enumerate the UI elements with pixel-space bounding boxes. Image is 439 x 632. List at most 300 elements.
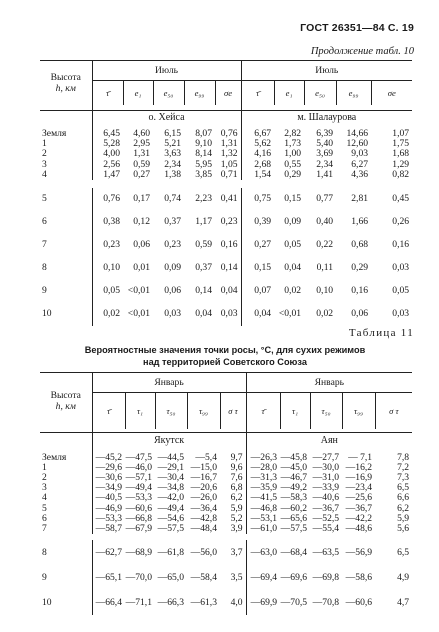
table-cell: 4,36 [351,169,369,180]
table-cell: 6,45 [92,129,123,139]
column-header: e₅₀ [304,81,336,106]
table-row [40,139,412,149]
table2-caption: Вероятностные значения точки росы, °С, для сухих режимов над территорией Советского Союза [84,345,366,367]
table-cell: 1,54 [241,170,274,180]
table-row [40,280,412,303]
table-cell: 0,01 [133,262,150,274]
table-cell: 0,74 [164,193,181,205]
table-cell: <0,01 [278,308,302,320]
table-cell: 7,2 [397,462,410,473]
table-cell: —66,8 [125,513,152,524]
column-header: τ₁ [125,393,155,429]
table-cell: —62,7 [92,540,125,565]
table-cell: 0,29 [351,262,369,274]
table-cell: 3,63 [164,149,181,160]
table-cell: —45,2 [92,453,125,463]
height-label: 3 [42,159,47,170]
table-cell: 0,04 [241,303,274,326]
table-cell: 0,03 [220,308,238,320]
table-cell: 6,27 [351,159,369,170]
table-row [40,483,412,493]
height-label: 5 [42,193,47,205]
table-cell: 0,04 [220,285,238,297]
table-cell: 0,59 [195,239,212,251]
height-label: 6 [42,216,47,228]
table-cell: 5,6 [397,523,410,534]
table-cell: 1,41 [316,169,334,180]
table-cell: 9,10 [195,139,212,150]
height-label: 6 [42,513,47,524]
continuation-label: Продолжение табл. 10 [310,46,414,57]
table-cell: 2,68 [241,160,274,170]
table1-body [40,129,412,326]
table-cell: 0,29 [284,169,302,180]
table-cell: —65,1 [92,565,125,590]
table-cell: 9,6 [230,462,243,473]
table-cell: 0,15 [284,193,302,205]
column-header: e₅₀ [153,81,184,106]
table-cell: 0,77 [316,193,334,205]
table-row [40,590,412,615]
table-cell: —40,5 [92,493,125,503]
table-cell: 0,14 [195,285,212,297]
table-cell: 0,16 [351,285,369,297]
table-cell: —53,3 [125,493,152,504]
table-cell: —58,6 [345,571,373,583]
table-cell: 7,6 [230,472,243,483]
table-row [40,540,412,565]
table-row [40,211,412,234]
table-cell: 0,37 [195,262,212,274]
standard-number: ГОСТ 26351—84 С. 19 [300,22,414,34]
table-row [40,188,412,211]
height-label: 9 [42,571,47,583]
table-cell: 0,16 [220,239,238,251]
table-cell: 0,76 [220,129,238,139]
table-cell: 0,06 [133,239,150,251]
table-cell: —30,0 [312,462,340,473]
table-cell: 0,02 [316,308,334,320]
table-cell: 0,75 [241,188,274,211]
table-cell: —56,0 [190,546,217,558]
table-row [40,129,412,139]
height-label: 5 [42,503,47,514]
table-cell: —49,4 [157,503,184,514]
sub-header-row [40,393,412,429]
table-cell: 0,05 [284,239,302,251]
table-cell: —56,9 [345,546,373,558]
table-cell: —36,7 [312,503,340,514]
table-cell: —52,5 [312,513,340,524]
table-cell: 5,2 [230,513,243,524]
height-label: 4 [42,169,47,180]
height-label: 1 [42,139,47,150]
table-cell: 9,03 [351,149,369,160]
table-cell: 5,28 [92,139,123,149]
table-cell: 0,11 [316,262,334,274]
height-label: 3 [42,483,47,494]
table-cell: —69,4 [246,565,280,590]
table2-title: Таблица 11 [348,327,414,339]
table-cell: —58,7 [92,524,125,534]
table-cell: —65,6 [280,513,308,524]
table-cell: 4,00 [92,149,123,159]
table-cell: 5,40 [316,139,334,150]
table-row [40,524,412,534]
column-header: σ τ [220,393,246,429]
table-row [40,514,412,524]
month-header-left: Январь [92,373,246,393]
table-cell: 0,37 [164,216,181,228]
table-cell: —66,4 [92,590,125,615]
table-cell: 2,82 [284,129,302,139]
table-cell: 6,6 [397,493,410,504]
table-cell: 2,34 [316,159,334,170]
column-header: τ₅₀ [155,393,187,429]
table-cell: —68,4 [280,546,308,558]
table-cell: 0,06 [351,308,369,320]
table-cell: —34,8 [157,483,184,494]
table-cell: —30,6 [92,473,125,483]
table-cell: 0,03 [164,308,181,320]
table-cell: —46,0 [125,462,152,473]
table2-body [40,453,412,616]
table-cell: 0,26 [392,216,410,228]
table-cell: —48,4 [190,523,217,534]
table-cell: 3,7 [230,546,243,558]
table-cell: —28,0 [246,463,280,473]
column-header: τ₅₀ [310,393,342,429]
column-header: τ̄ [241,81,274,106]
table-cell: —61,3 [190,596,217,608]
height-label: 10 [42,596,52,608]
table-cell: —35,9 [246,483,280,493]
table-cell: —60,6 [345,596,373,608]
table-cell: 1,38 [164,169,181,180]
table-cell: 2,56 [92,160,123,170]
table-cell: —54,6 [157,513,184,524]
height-label: 9 [42,285,47,297]
table-cell: 0,71 [220,169,238,180]
table-row [40,170,412,180]
table-cell: 7,8 [397,452,410,463]
table-cell: 8,07 [195,129,212,139]
height-label: 2 [42,472,47,483]
column-header: σe [215,81,241,106]
table-cell: 0,15 [241,257,274,280]
table-cell: 9,7 [230,452,243,463]
height-column-header: Высота h, км [50,72,81,94]
table-cell: 5,21 [164,139,181,150]
table-cell: 0,16 [392,239,410,251]
table-cell: —44,5 [157,452,184,463]
height-label: 8 [42,546,47,558]
table-cell: 6,2 [397,503,410,514]
height-label: 7 [42,523,47,534]
table-cell: —15,0 [190,462,217,473]
table-cell: 2,23 [195,193,212,205]
column-header: σe [371,81,412,106]
table-row [40,493,412,503]
table-cell: —47,5 [125,452,152,463]
table-cell: —66,3 [157,596,184,608]
table-cell: 4,7 [397,596,410,608]
table-cell: 1,75 [392,139,410,150]
table-cell: 1,31 [133,149,150,160]
table-row [40,504,412,514]
table-cell: —16,7 [190,472,217,483]
table-cell: 1,31 [220,139,238,150]
table-cell: —46,8 [246,504,280,514]
height-label: Земля [42,129,67,139]
table-cell: 0,59 [133,159,150,170]
table-cell: —58,4 [190,571,217,583]
table-cell: —68,9 [125,546,152,558]
column-header: τ₁ [280,393,310,429]
table-cell: —26,3 [246,453,280,463]
table-cell: 0,23 [164,239,181,251]
table-cell: 0,10 [92,257,123,280]
table-row [40,160,412,170]
table-cell: —71,1 [125,596,152,608]
table-cell: 1,66 [351,216,369,228]
table-cell: 0,27 [133,169,150,180]
table-cell: —57,1 [125,472,152,483]
height-label: Земля [42,452,67,463]
month-header-left: Июль [92,61,241,81]
table-cell: —53,3 [92,514,125,524]
table-cell: 0,06 [164,285,181,297]
table-row [40,303,412,326]
table-cell: 0,82 [392,169,410,180]
table-cell: 0,23 [92,234,123,257]
table-cell: 0,38 [92,211,123,234]
table-cell: —31,0 [312,472,340,483]
table-cell: 6,2 [230,493,243,504]
table-cell: 0,12 [133,216,150,228]
table-cell: 0,45 [392,193,410,205]
table-cell: 0,10 [316,285,334,297]
table-cell: —16,9 [345,472,373,483]
table-cell: —61,8 [157,546,184,558]
height-label: 10 [42,308,52,320]
table-cell: 6,39 [316,129,334,139]
table-cell: —46,7 [280,472,308,483]
station-ayan: Аян [246,429,412,453]
table-cell: —46,9 [92,504,125,514]
column-header: τ₉₉ [187,393,220,429]
table-cell: 0,04 [195,308,212,320]
table-cell: —49,2 [280,483,308,494]
table-cell: —36,4 [190,503,217,514]
table-cell: —23,4 [345,483,373,494]
table-cell: 0,27 [241,234,274,257]
table-cell: 0,03 [392,308,410,320]
table-row [40,257,412,280]
table-cell: 0,39 [241,211,274,234]
table-cell: —49,4 [125,483,152,494]
table-cell: —63,0 [246,540,280,565]
table-cell: 0,76 [92,188,123,211]
table-row [40,453,412,463]
table-cell: —42,0 [157,493,184,504]
table-cell: 0,55 [284,159,302,170]
table-cell: 4,0 [230,596,243,608]
table-cell: 0,02 [284,285,302,297]
table-cell: —70,0 [125,571,152,583]
table-cell: —45,8 [280,452,308,463]
table-cell: 0,05 [392,285,410,297]
table-cell: —45,0 [280,462,308,473]
table-cell: —29,6 [92,463,125,473]
height-label: 2 [42,149,47,160]
table-row [40,149,412,159]
table-cell: —58,3 [280,493,308,504]
station-heiss: о. Хейса [92,105,241,129]
table-cell: —20,6 [190,483,217,494]
table-cell: 3,85 [195,169,212,180]
column-header: e₉₉ [336,81,371,106]
table-cell: —55,4 [312,523,340,534]
table-cell: —5,4 [195,452,217,463]
table-cell: 6,15 [164,129,181,139]
table-cell: —27,7 [312,452,340,463]
table-cell: — 7,1 [348,452,373,463]
table-cell: —36,7 [345,503,373,514]
table-cell: —42,2 [345,513,373,524]
table-cell: 4,16 [241,149,274,159]
station-shalaurova: м. Шалаурова [241,105,412,129]
table-cell: 0,02 [92,303,123,326]
table-cell: 0,14 [220,262,238,274]
table-cell: 3,9 [230,523,243,534]
column-header: τ̄ [92,393,125,429]
table-cell: 2,95 [133,139,150,150]
table-cell: 1,17 [195,216,212,228]
table-cell: —60,6 [125,503,152,514]
table-cell: 12,60 [346,139,369,150]
table-cell: —61,0 [246,524,280,534]
table-cell: —48,6 [345,523,373,534]
table-cell: —69,6 [280,571,308,583]
table-cell: 0,05 [92,280,123,303]
height-label: 1 [42,462,47,473]
column-header: e₁ [274,81,304,106]
height-label: 4 [42,493,47,504]
column-header: σ τ [375,393,412,429]
table-cell: 1,32 [220,149,238,160]
table-cell: —63,5 [312,546,340,558]
table-cell: 8,14 [195,149,212,160]
column-header: e₉₉ [184,81,215,106]
table-cell: <0,01 [127,285,150,297]
table2 [40,373,412,615]
table-cell: 0,07 [241,280,274,303]
table-cell: —16,2 [345,462,373,473]
table-cell: 1,05 [220,159,238,170]
table-cell: 1,29 [392,159,410,170]
height-label: 7 [42,239,47,251]
table-row [40,463,412,473]
table-cell: —53,1 [246,514,280,524]
table-cell: 0,03 [392,262,410,274]
table-cell: —40,6 [312,493,340,504]
table-cell: —33,9 [312,483,340,494]
table-cell: —69,8 [312,571,340,583]
table-cell: —57,5 [157,523,184,534]
table-cell: 1,73 [284,139,302,150]
table-cell: 6,5 [397,483,410,494]
table-cell: 0,04 [284,262,302,274]
table-cell: 0,22 [316,239,334,251]
table-row [40,565,412,590]
table-cell: —65,0 [157,571,184,583]
table-cell: 1,47 [92,170,123,180]
table-cell: —57,5 [280,523,308,534]
table1 [40,61,412,326]
table-cell: <0,01 [127,308,150,320]
table-cell: 1,07 [392,129,410,139]
station-yakutsk: Якутск [92,429,246,453]
column-header: τ̄ [246,393,280,429]
table-cell: —34,9 [92,483,125,493]
table-cell: 6,5 [397,546,410,558]
table-cell: 0,40 [316,216,334,228]
table-cell: 3,5 [230,571,243,583]
table-cell: 1,00 [284,149,302,160]
table-cell: —41,5 [246,493,280,503]
table-cell: 5,62 [241,139,274,149]
table-cell: —69,9 [246,590,280,615]
table-cell: 5,9 [230,503,243,514]
table-cell: 0,17 [133,193,150,205]
table-cell: 0,68 [351,239,369,251]
table-cell: 5,9 [397,513,410,524]
table-cell: 4,60 [133,129,150,139]
column-header: τ̄ [92,81,123,106]
page-header [0,0,439,34]
table-cell: 6,67 [241,129,274,139]
table-cell: —67,9 [125,523,152,534]
table-cell: —70,8 [312,596,340,608]
height-label: 8 [42,262,47,274]
table-cell: 4,9 [397,571,410,583]
table-cell: 2,34 [164,159,181,170]
table-row [40,473,412,483]
table-cell: —30,4 [157,472,184,483]
table-cell: 6,8 [230,483,243,494]
table-cell: —42,8 [190,513,217,524]
table-cell: —70,5 [280,596,308,608]
height-column-header: Высота h, км [50,389,81,412]
table-cell: 3,69 [316,149,334,160]
table-cell: 0,09 [284,216,302,228]
table-cell: 0,23 [220,216,238,228]
table-cell: —60,2 [280,503,308,514]
table-cell: 1,68 [392,149,410,160]
sub-header-row [40,81,412,106]
table-cell: —26,0 [190,493,217,504]
table-cell: 0,09 [164,262,181,274]
table-cell: 2,81 [351,193,369,205]
table-cell: 7,3 [397,472,410,483]
month-header-right: Январь [246,373,412,393]
table-cell: —25,6 [345,493,373,504]
month-header-right: Июль [241,61,412,81]
table-cell: —29,1 [157,462,184,473]
table-cell: 14,66 [346,129,369,139]
table-cell: 5,95 [195,159,212,170]
